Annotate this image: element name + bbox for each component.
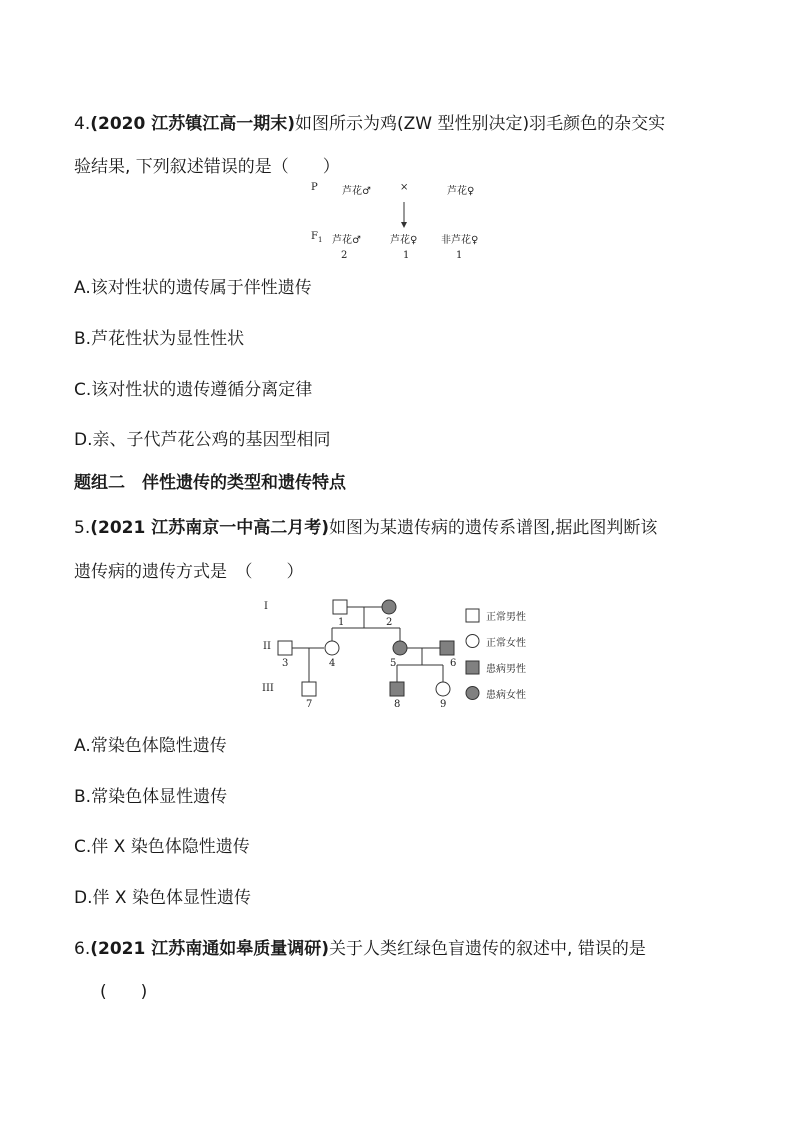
legend-affected-male-icon	[466, 661, 479, 674]
cross-ratio-b: 1	[403, 250, 410, 261]
q6-stem-line1	[74, 937, 646, 961]
q4-stem-text2: 验结果, 下列叙述错误的是（ ）	[74, 157, 340, 177]
ped-num-8: 8	[394, 699, 401, 710]
legend-normal-female: 正常女性	[486, 638, 526, 649]
ped-ind-2-circle	[382, 600, 396, 614]
cross-sign: ×	[400, 182, 409, 193]
cross-f1-a: 芦花♂	[332, 235, 361, 246]
legend-affected-female: 患病女性	[486, 690, 526, 701]
q4-stem-text1: 如图所示为鸡(ZW 型性别决定)羽毛颜色的杂交实	[295, 114, 666, 134]
cross-f1-label: $F_1$	[311, 231, 323, 244]
legend-normal-female-icon	[466, 635, 479, 648]
ped-num-9: 9	[440, 699, 447, 710]
ped-ind-8-square	[390, 682, 404, 696]
q5-stem-text2: 遗传病的遗传方式是 （ ）	[74, 562, 304, 582]
q5-number: 5.	[74, 518, 91, 538]
gen-label-3: III	[262, 683, 274, 694]
q4-option-d: D.亲、子代芦花公鸡的基因型相同	[74, 430, 331, 450]
q5-stem-text1: 如图为某遗传病的遗传系谱图,据此图判断该	[329, 518, 658, 538]
cross-f1-c: 非芦花♀	[441, 235, 479, 246]
q5-option-b: B.常染色体显性遗传	[74, 787, 228, 807]
q6-source: (2021 江苏南通如皋质量调研)	[90, 939, 330, 959]
ped-num-5: 5	[390, 658, 397, 669]
cross-p-male: 芦花♂	[342, 186, 371, 197]
legend-affected-female-icon	[466, 687, 479, 700]
q5-option-a: A.常染色体隐性遗传	[74, 736, 227, 756]
cross-f1-b: 芦花♀	[390, 235, 418, 246]
ped-ind-5-circle	[393, 641, 407, 655]
group-title: 题组二 伴性遗传的类型和遗传特点	[74, 473, 346, 493]
cross-p-female: 芦花♀	[447, 186, 475, 197]
legend-normal-male: 正常男性	[486, 612, 526, 623]
ped-ind-3-square	[278, 641, 292, 655]
cross-p-label: P	[311, 182, 318, 193]
ped-ind-4-circle	[325, 641, 339, 655]
q6-stem-line2: ( )	[100, 982, 148, 1002]
ped-ind-6-square	[440, 641, 454, 655]
gen-label-1: I	[264, 601, 268, 612]
q4-number: 4.	[74, 114, 91, 134]
legend-affected-male: 患病男性	[486, 664, 526, 675]
legend-normal-male-icon	[466, 609, 479, 622]
ped-ind-1-square	[333, 600, 347, 614]
q6-stem-text1: 关于人类红绿色盲遗传的叙述中, 错误的是	[329, 939, 646, 959]
ped-num-7: 7	[306, 699, 313, 710]
ped-num-2: 2	[386, 617, 393, 628]
ped-ind-9-circle	[436, 682, 450, 696]
q5-option-c: C.伴 X 染色体隐性遗传	[74, 837, 250, 857]
cross-f1-subscript: 1	[317, 236, 323, 244]
ped-num-6: 6	[450, 658, 457, 669]
ped-ind-7-square	[302, 682, 316, 696]
gen-label-2: II	[263, 641, 271, 652]
ped-num-3: 3	[282, 658, 289, 669]
q6-number: 6.	[74, 939, 91, 959]
q5-option-d: D.伴 X 染色体显性遗传	[74, 888, 251, 908]
ped-num-4: 4	[329, 658, 336, 669]
q4-option-b: B.芦花性状为显性性状	[74, 329, 245, 349]
cross-ratio-a: 2	[341, 250, 348, 261]
ped-num-1: 1	[338, 617, 345, 628]
cross-ratio-c: 1	[456, 250, 463, 261]
q5-source: (2021 江苏南京一中高二月考)	[90, 518, 330, 538]
q4-source: (2020 江苏镇江高一期末)	[90, 114, 296, 134]
q4-option-c: C.该对性状的遗传遵循分离定律	[74, 380, 313, 400]
q4-option-a: A.该对性状的遗传属于伴性遗传	[74, 278, 312, 298]
